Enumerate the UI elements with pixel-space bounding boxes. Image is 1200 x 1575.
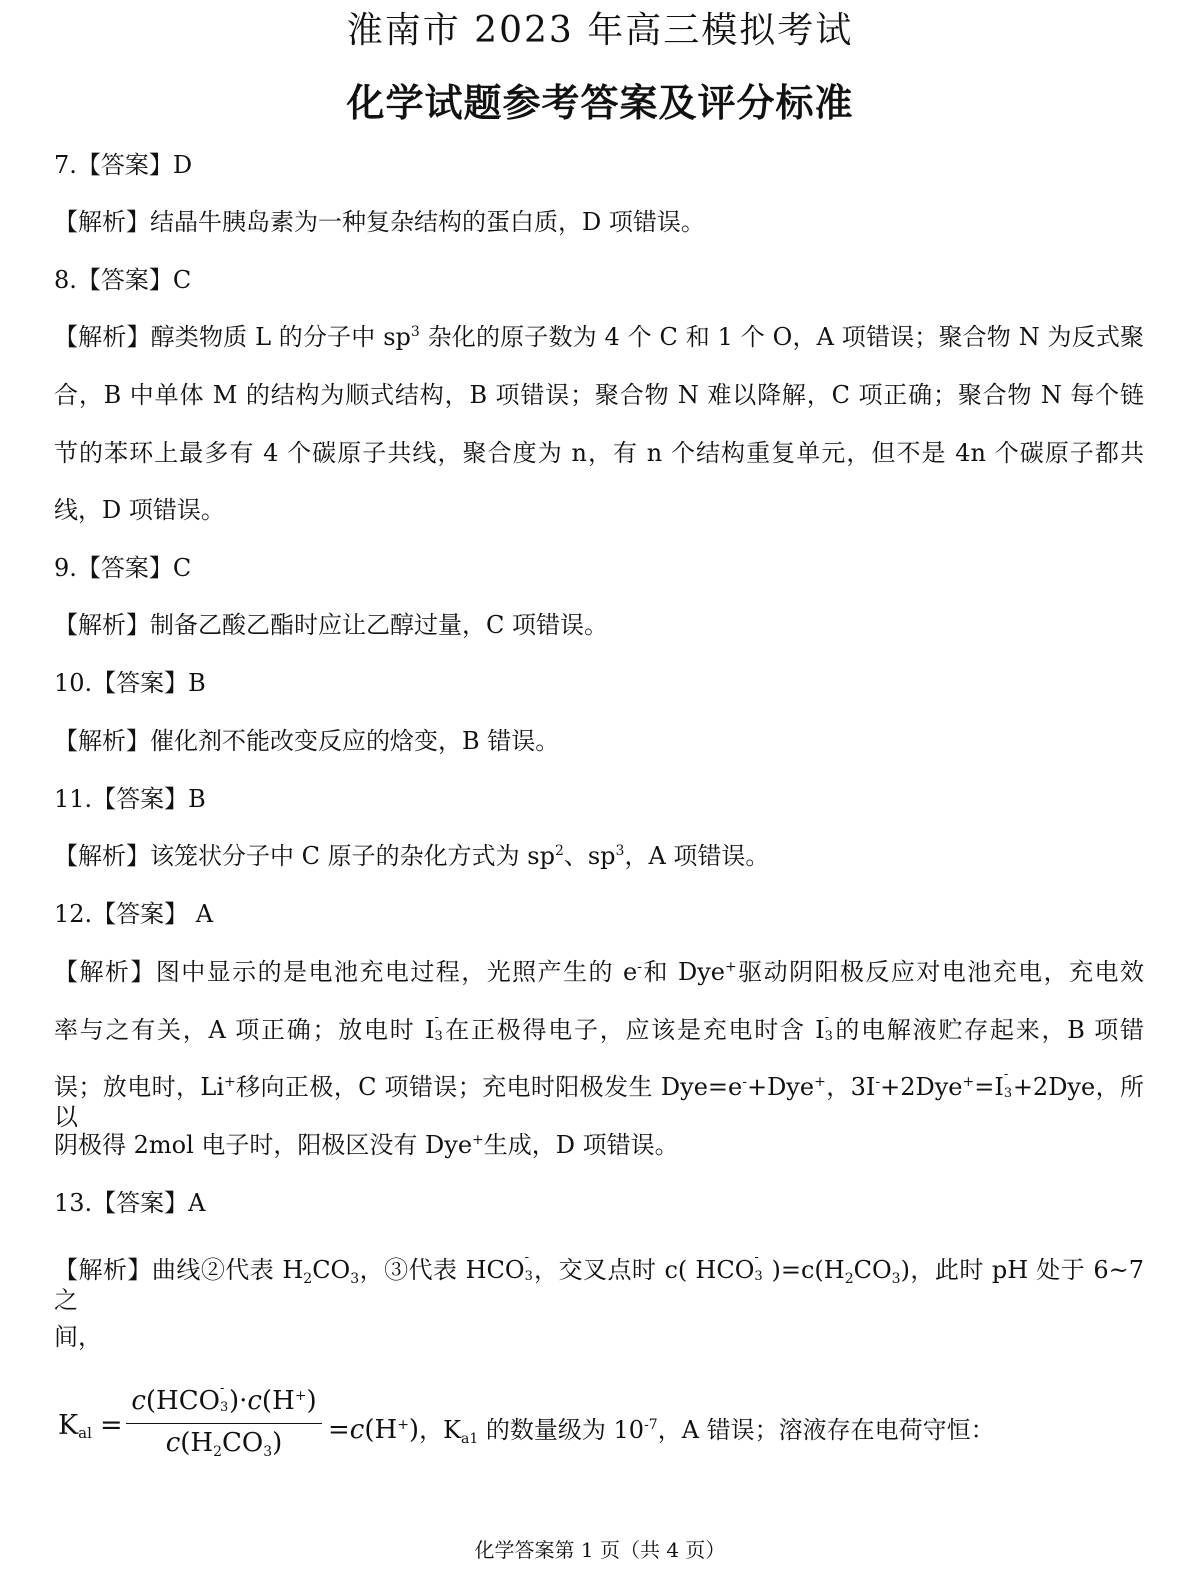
q9-answer: 9.【答案】C <box>54 554 192 582</box>
q12-analysis-line-3: 误；放电时，Li+移向正极，C 项错误；充电时阳极发生 Dye=e-+Dye+，3I-+2Dye+=I - 3 +2Dye，所以 <box>54 1067 1144 1131</box>
document-subtitle: 化学试题参考答案及评分标准 <box>346 81 854 125</box>
formula-fraction-bar <box>126 1423 322 1424</box>
ka1-formula <box>54 1381 1154 1464</box>
q13-analysis-line-2: 间， <box>54 1323 102 1351</box>
q7-answer: 7.【答案】D <box>54 151 193 179</box>
q12-analysis-line-4: 阴极得 2mol 电子时，阳极区没有 Dye+生成，D 项错误。 <box>54 1131 679 1159</box>
q8-analysis-line-1: 【解析】醇类物质 L 的分子中 $sp^3$ 杂化的原子数为 4 个 C 和 1 个 O，A 项错误；聚合物 N 为反式聚 <box>54 323 1144 351</box>
q11-analysis: 【解析】该笼状分子中 C 原子的杂化方式为 $sp^2$、$sp^3$，A 项错误。 <box>54 842 770 870</box>
exam-title: 淮南市 2023 年高三模拟考试 <box>346 10 854 51</box>
q10-analysis: 【解析】催化剂不能改变反应的焓变，B 错误。 <box>54 727 560 755</box>
q7-analysis: 【解析】结晶牛胰岛素为一种复杂结构的蛋白质，D 项错误。 <box>54 208 705 236</box>
formula-ka-symbol: $K_{al}$ <box>58 1410 92 1442</box>
q8-answer: 8.【答案】C <box>54 266 192 294</box>
formula-equals: = <box>100 1410 123 1441</box>
q13-analysis-line-1: 【解析】曲线②代表 $H_2CO_3$，③代表 HCO - 3 ，交叉点时 c( HCO - 3 )$=c(H_2CO_3)$，此时 pH 处于 6~7 之 <box>54 1250 1144 1314</box>
q8-analysis-line-3: 节的苯环上最多有 4 个碳原子共线，聚合度为 n，有 n 个结构重复单元，但不是 4n 个碳原子都共 <box>54 439 1144 467</box>
q12-analysis-line-2: 率与之有关，A 项正确；放电时 I - 3 在正极得电子，应该是充电时含 I - 3 的电解液贮存起来，B 项错 <box>54 1010 1145 1044</box>
formula-numerator: c(HCO - 3 )·c(H+) <box>131 1381 317 1416</box>
q12-answer: 12.【答案】 A <box>54 900 214 928</box>
q11-answer: 11.【答案】B <box>54 785 206 813</box>
formula-rest: =c(H+)，$K_{a1}$ 的数量级为 $10^{-7}$，A 错误；溶液存在电荷守恒： <box>328 1415 995 1447</box>
formula-denominator: $c(H_2CO_3)$ <box>165 1428 283 1460</box>
page-footer: 化学答案第 1 页（共 4 页） <box>474 1538 726 1562</box>
q9-analysis: 【解析】制备乙酸乙酯时应让乙醇过量，C 项错误。 <box>54 611 608 639</box>
q8-analysis-line-2: 合，B 中单体 M 的结构为顺式结构，B 项错误；聚合物 N 难以降解，C 项正确；聚合物 N 每个链 <box>54 381 1144 409</box>
q13-answer: 13.【答案】A <box>54 1189 206 1217</box>
q12-analysis-line-1: 【解析】图中显示的是电池充电过程，光照产生的 e-和 Dye+驱动阴阳极反应对电池充电，充电效 <box>54 958 1144 986</box>
q10-answer: 10.【答案】B <box>54 669 206 697</box>
q8-analysis-line-4: 线，D 项错误。 <box>54 496 225 524</box>
